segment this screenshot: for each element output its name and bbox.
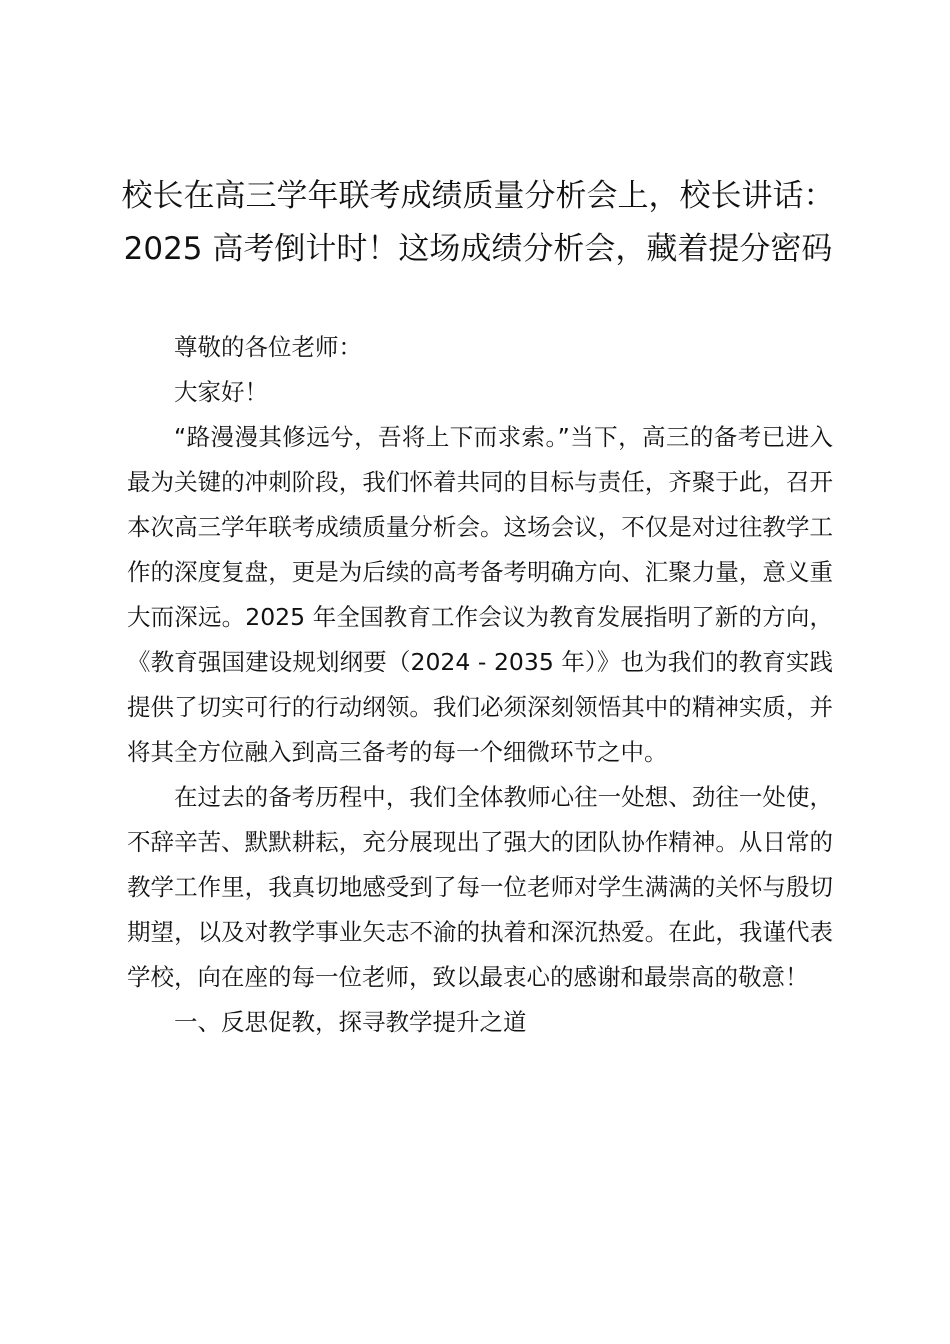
greeting: 大家好！ [174,378,268,406]
section-heading: 一、反思促教，探寻教学提升之道 [174,1008,527,1036]
body-paragraph: “路漫漫其修远兮，吾将上下而求索。”当下，高三的备考已进入最为关键的冲刺阶段，我们怀着共同的目标与责任，齐聚于此，召开本次高三学年联考成绩质量分析会。这场会议，不仅是对过往教学工作的深度复盘，更是为后续的高考备考明确方向、汇聚力量，意义重大而深远。2025 年全国教育工作会议为教育发展指明了新的方向，《教育强国建设规划纲要（2024 - 2035 年）》也为我们的教育实践提供了切实可行的行动纲领。我们必须深刻领悟其中的精神实质，并将其全方位融入到高三备考的每一个细微环节之中。 [127,423,833,766]
salutation: 尊敬的各位老师： [174,333,362,361]
body-paragraph: 在过去的备考历程中，我们全体教师心往一处想、劲往一处使，不辞辛苦、默默耕耘，充分展现出了强大的团队协作精神。从日常的教学工作里，我真切地感受到了每一位老师对学生满满的关怀与殷切期望，以及对教学事业矢志不渝的执着和深沉热爱。在此，我谨代表学校，向在座的每一位老师，致以最衷心的感谢和最崇高的敬意！ [127,783,833,991]
document-title: 校长在高三学年联考成绩质量分析会上，校长讲话：2025 高考倒计时！这场成绩分析会，藏着提分密码 [121,178,835,267]
document-body [127,325,833,1045]
